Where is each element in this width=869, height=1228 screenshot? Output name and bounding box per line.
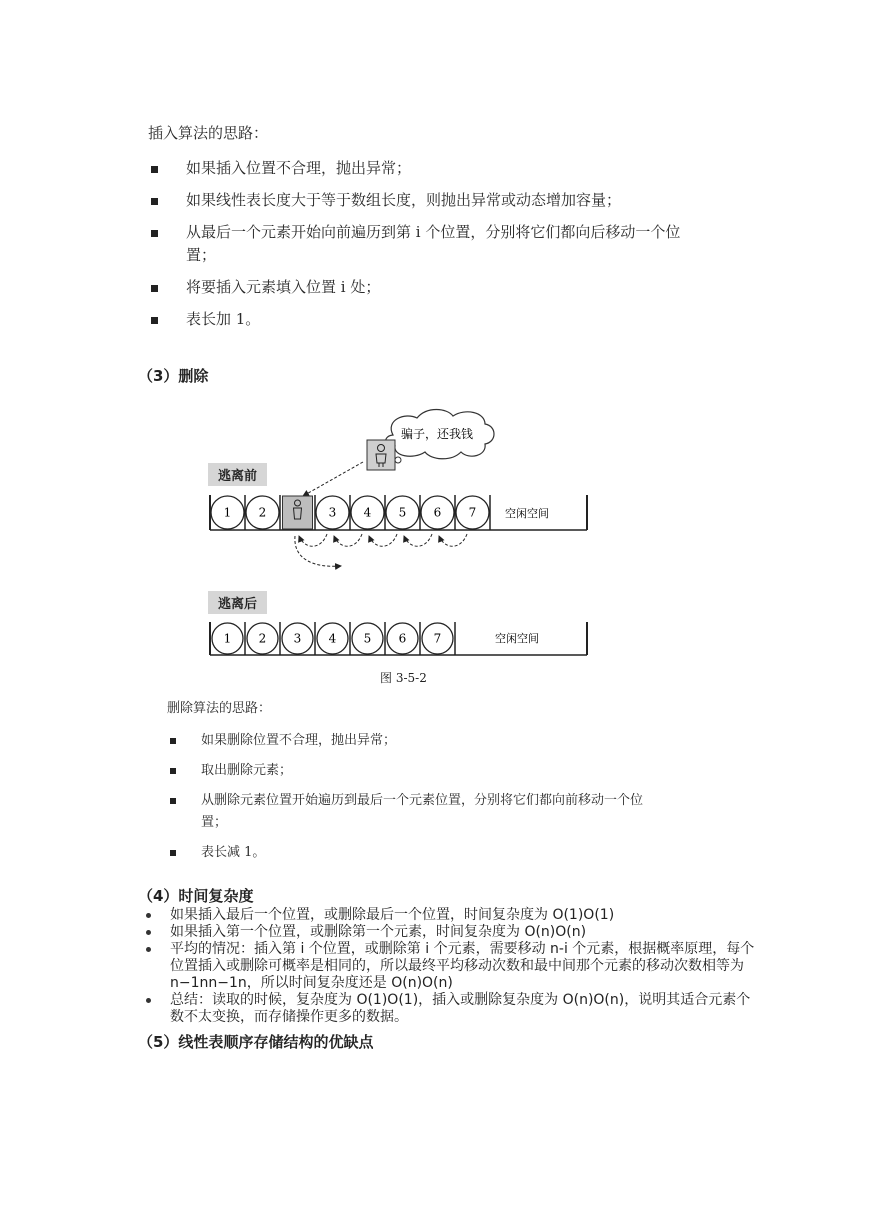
bullet-square-icon <box>170 798 176 804</box>
list-item: 从删除元素位置开始遍历到最后一个元素位置，分别将它们都向前移动一个位置； <box>167 790 667 834</box>
shift-arrows <box>295 534 467 566</box>
before-element-label: 3 <box>328 505 337 520</box>
bullet-square-icon <box>170 768 176 774</box>
insert-algorithm-block <box>148 122 708 340</box>
after-element-label: 2 <box>258 631 267 646</box>
before-label: 逃离前 <box>208 463 267 486</box>
before-element-label: 1 <box>223 505 232 520</box>
bullet-square-icon <box>151 317 158 324</box>
person-icon <box>367 440 395 470</box>
bullet-square-icon <box>151 198 158 205</box>
bullet-square-icon <box>151 166 158 173</box>
section-heading-pros-cons: （5）线性表顺序存储结构的优缺点 <box>138 1033 374 1051</box>
list-item: 如果线性表长度大于等于数组长度，则抛出异常或动态增加容量； <box>148 189 708 212</box>
before-element-label: 2 <box>258 505 267 520</box>
after-element-label: 4 <box>328 631 337 646</box>
list-item: 如果插入第一个位置，或删除第一个元素，时间复杂度为 O(n)O(n) <box>140 924 760 941</box>
deletion-diagram-svg <box>195 400 615 690</box>
bullet-dot-icon <box>146 998 151 1003</box>
list-item: 从最后一个元素开始向前遍历到第 i 个位置，分别将它们都向后移动一个位置； <box>148 221 708 267</box>
before-element-label: 5 <box>398 505 407 520</box>
list-item: 将要插入元素填入位置 i 处； <box>148 276 708 299</box>
bullet-dot-icon <box>146 913 151 918</box>
after-label: 逃离后 <box>208 591 267 614</box>
free-space-label-after: 空闲空间 <box>495 632 539 645</box>
after-element-label: 5 <box>363 631 372 646</box>
bullet-square-icon <box>170 850 176 856</box>
before-element-label: 6 <box>433 505 442 520</box>
delete-algorithm-block <box>167 697 667 872</box>
bullet-square-icon <box>170 738 176 744</box>
list-item: 表长加 1。 <box>148 308 708 331</box>
list-item: 如果插入最后一个位置，或删除最后一个位置，时间复杂度为 O(1)O(1) <box>140 907 760 924</box>
list-item: 取出删除元素； <box>167 760 667 782</box>
bubble-text: 骗子，还我钱 <box>401 427 474 441</box>
bullet-dot-icon <box>146 930 151 935</box>
complexity-list <box>140 907 760 1026</box>
list-item: 如果插入位置不合理，抛出异常； <box>148 157 708 180</box>
bullet-square-icon <box>151 285 158 292</box>
deletion-diagram <box>195 400 615 690</box>
figure-caption: 图 3-5-2 <box>380 671 427 685</box>
list-item: 总结：读取的时候，复杂度为 O(1)O(1)，插入或删除复杂度为 O(n)O(n)，说明其适合元素个数不太变换，而存储操作更多的数据。 <box>140 992 760 1026</box>
after-element-label: 6 <box>398 631 407 646</box>
bullet-square-icon <box>151 230 158 237</box>
after-element-label: 1 <box>223 631 232 646</box>
bullet-dot-icon <box>146 947 151 952</box>
empty-slot-person-icon <box>283 496 313 529</box>
free-space-label-before: 空闲空间 <box>505 507 549 520</box>
after-element-label: 3 <box>293 631 302 646</box>
list-item: 平均的情况：插入第 i 个位置，或删除第 i 个元素，需要移动 n-i 个元素，根据概率原理，每个位置插入或删除可概率是相同的，所以最终平均移动次数和最中间那个元素的移动次数相等为 n−1nn−1n，所以时间复杂度还是 O(n)O(n) <box>140 941 760 992</box>
list-item: 如果删除位置不合理，抛出异常； <box>167 730 667 752</box>
list-item: 表长减 1。 <box>167 842 667 864</box>
after-element-label: 7 <box>433 631 442 646</box>
before-element-label: 4 <box>363 505 372 520</box>
before-element-label: 7 <box>468 505 477 520</box>
section-heading-delete: （3）删除 <box>138 367 209 385</box>
section-heading-complexity: （4）时间复杂度 <box>138 887 254 905</box>
delete-algorithm-title: 删除算法的思路： <box>167 701 272 716</box>
insert-algorithm-title: 插入算法的思路： <box>148 124 269 142</box>
